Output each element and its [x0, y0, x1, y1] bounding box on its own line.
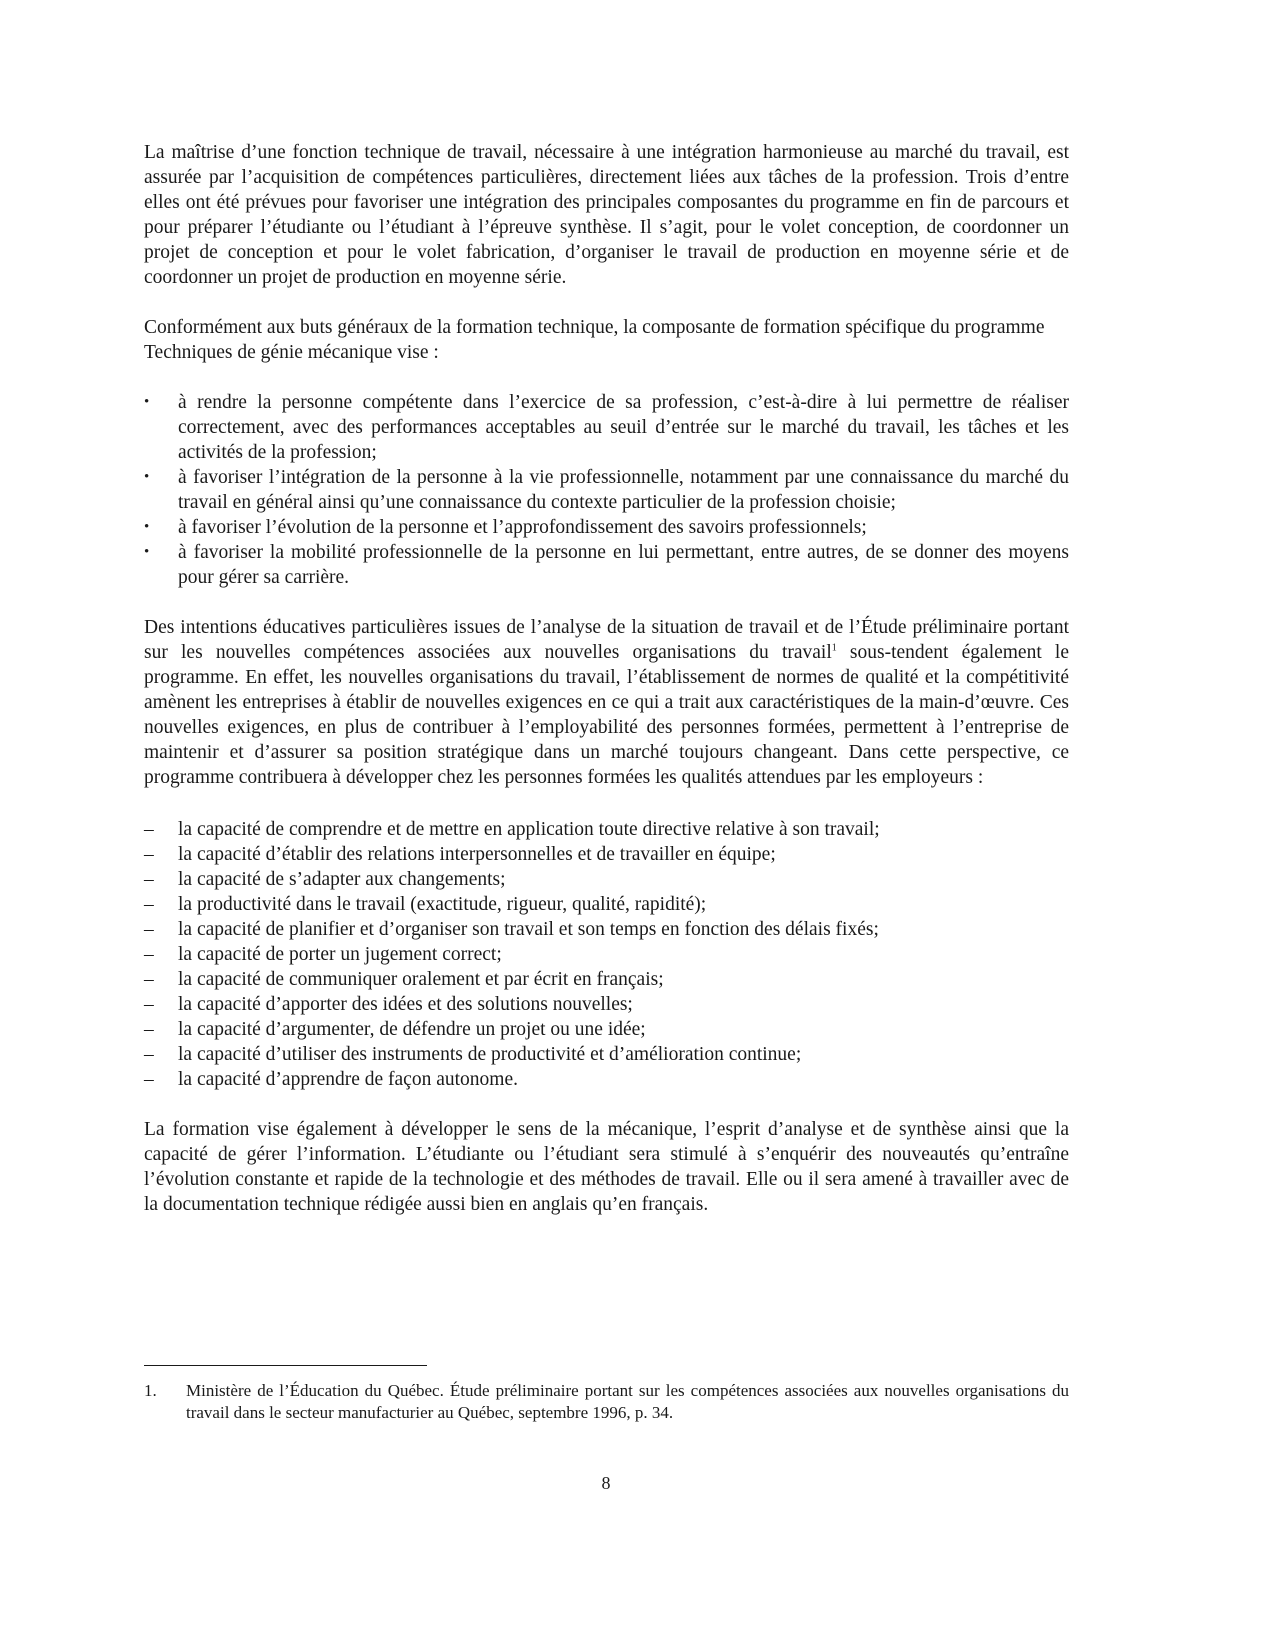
footnote — [144, 1380, 1069, 1424]
list-item-text: à favoriser la mobilité professionnelle de la personne en lui permettant, entre autres, de se donner des moyens pour gérer sa carrière. — [178, 542, 1069, 588]
list-item-text: la capacité de porter un jugement correct; — [178, 944, 502, 965]
goals-list — [144, 390, 1069, 590]
list-item — [144, 942, 1069, 967]
list-item-text: la capacité d’utiliser des instruments de productivité et d’amélioration continue; — [178, 1044, 802, 1065]
list-item-text: la capacité d’argumenter, de défendre un projet ou une idée; — [178, 1019, 646, 1040]
list-item — [144, 842, 1069, 867]
dash-icon: – — [144, 1069, 154, 1090]
qualities-list — [144, 817, 1069, 1092]
list-item-text: la capacité d’apprendre de façon autonome. — [178, 1069, 518, 1090]
list-item-text: la capacité de planifier et d’organiser son travail et son temps en fonction des délais fixés; — [178, 919, 879, 940]
bullet-icon: • — [144, 519, 150, 535]
footnote-divider — [144, 1365, 427, 1366]
list-item-text: la capacité de comprendre et de mettre en application toute directive relative à son travail; — [178, 819, 880, 840]
list-item-text: à favoriser l’évolution de la personne et l’approfondissement des savoirs professionnels; — [178, 517, 867, 538]
list-item-text: à rendre la personne compétente dans l’exercice de sa profession, c’est-à-dire à lui permettre de réaliser correctement, avec des performances acceptables au seuil d’entrée sur le marché du travail, les tâches et les activités de la profession; — [178, 392, 1069, 463]
list-item — [144, 1042, 1069, 1067]
dash-icon: – — [144, 1044, 154, 1065]
dash-icon: – — [144, 969, 154, 990]
page-body — [144, 140, 1069, 1217]
bullet-icon: • — [144, 469, 150, 485]
list-item-text: la capacité d’établir des relations interpersonnelles et de travailler en équipe; — [178, 844, 776, 865]
list-item-text: la productivité dans le travail (exactitude, rigueur, qualité, rapidité); — [178, 894, 707, 915]
dash-icon: – — [144, 919, 154, 940]
list-item-text: la capacité de communiquer oralement et par écrit en français; — [178, 969, 664, 990]
list-item — [144, 917, 1069, 942]
dash-icon: – — [144, 994, 154, 1015]
dash-icon: – — [144, 944, 154, 965]
list-item — [144, 465, 1069, 515]
list-item — [144, 867, 1069, 892]
list-item-text: à favoriser l’intégration de la personne à la vie professionnelle, notamment par une connaissance du marché du travail en général ainsi qu’une connaissance du contexte particulier de la profession choisie; — [178, 467, 1069, 513]
bullet-icon: • — [144, 544, 150, 560]
dash-icon: – — [144, 869, 154, 890]
list-item — [144, 1067, 1069, 1092]
dash-icon: – — [144, 1019, 154, 1040]
dash-icon: – — [144, 894, 154, 915]
paragraph-intentions-part-a: Des intentions éducatives particulières issues de l’analyse de la situation de travail et de l’Étude préliminaire portant sur les nouvelles compétences associées aux nouvelles organisations du travail — [144, 617, 1069, 663]
footnote-text: Ministère de l’Éducation du Québec. Étude préliminaire portant sur les compétences associées aux nouvelles organisations du travail dans le secteur manufacturier au Québec, septembre 1996, p. 34. — [186, 1381, 1069, 1422]
paragraph-intentions-part-b: sous-tendent également le programme. En effet, les nouvelles organisations du travail, l’établissement de normes de qualité et la compétitivité amènent les entreprises à établir de nouvelles exigences en ce qui a trait aux caractéristiques de la main-d’œuvre. Ces nouvelles exigences, en plus de contribuer à l’employabilité des personnes formées, permettent à l’entreprise de maintenir et d’assurer sa position stratégique dans un marché toujours changeant. Dans cette perspective, ce programme contribuera à développer chez les personnes formées les qualités attendues par les employeurs : — [144, 642, 1069, 788]
footnote-number: 1. — [144, 1381, 157, 1400]
list-item — [144, 967, 1069, 992]
list-item — [144, 540, 1069, 590]
paragraph-goals: Conformément aux buts généraux de la formation technique, la composante de formation spécifique du programme Techniques de génie mécanique vise : — [144, 317, 1045, 363]
list-item — [144, 892, 1069, 917]
paragraph-intentions — [144, 615, 1069, 790]
page-number: 8 — [601, 1473, 611, 1493]
list-item-text: la capacité de s’adapter aux changements; — [178, 869, 506, 890]
list-item — [144, 1017, 1069, 1042]
footnote-reference[interactable]: 1 — [831, 642, 837, 654]
list-item — [144, 992, 1069, 1017]
list-item — [144, 515, 1069, 540]
bullet-icon: • — [144, 394, 150, 410]
paragraph-intro: La maîtrise d’une fonction technique de travail, nécessaire à une intégration harmonieuse au marché du travail, est assurée par l’acquisition de compétences particulières, directement liées aux tâches de la profession. Trois d’entre elles ont été prévues pour favoriser une intégration des principales composantes du programme en fin de parcours et pour préparer l’étudiante ou l’étudiant à l’épreuve synthèse. Il s’agit, pour le volet conception, de coordonner un projet de conception et pour le volet fabrication, d’organiser le travail de production en moyenne série et de coordonner un projet de production en moyenne série. — [144, 142, 1069, 288]
list-item — [144, 817, 1069, 842]
dash-icon: – — [144, 819, 154, 840]
list-item-text: la capacité d’apporter des idées et des solutions nouvelles; — [178, 994, 633, 1015]
paragraph-conclusion: La formation vise également à développer le sens de la mécanique, l’esprit d’analyse et de synthèse ainsi que la capacité de gérer l’information. L’étudiante ou l’étudiant sera stimulé à s’enquérir des nouveautés qu’entraîne l’évolution constante et rapide de la technologie et des méthodes de travail. Elle ou il sera amené à travailler avec de la documentation technique rédigée aussi bien en anglais qu’en français. — [144, 1119, 1069, 1215]
dash-icon: – — [144, 844, 154, 865]
list-item — [144, 390, 1069, 465]
